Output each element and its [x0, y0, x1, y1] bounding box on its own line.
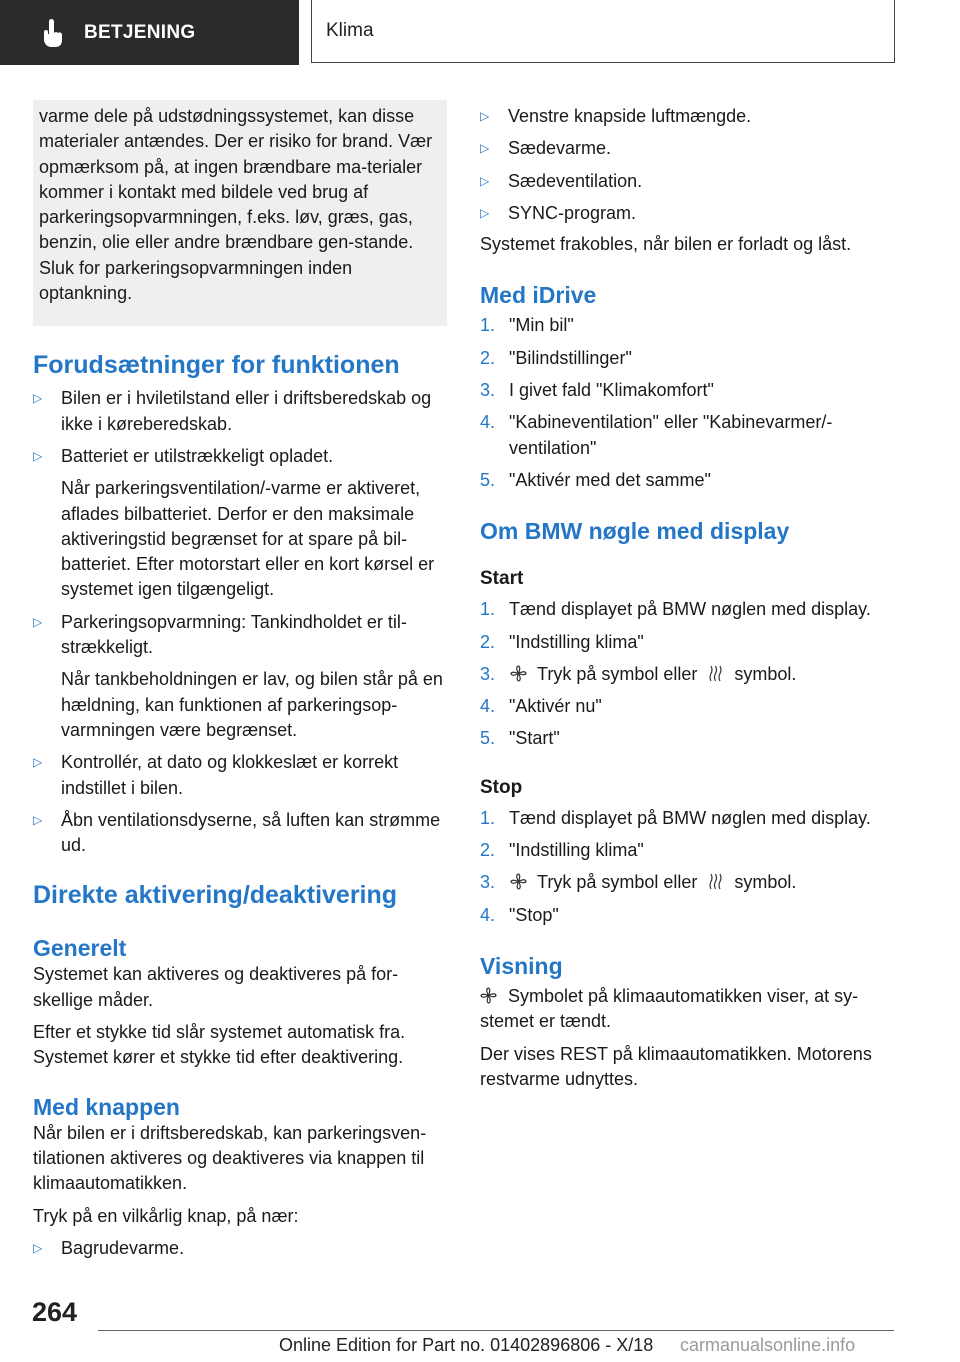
warning-box: [33, 100, 447, 326]
page-number: 264: [32, 1297, 78, 1327]
heading-visning: Visning: [480, 952, 563, 979]
knappen-paragraph-1: Når bilen er i driftsberedskab, kan parkeringsven-tilationen aktiveres og deaktiveres via knappen til klimaautomatikken.: [33, 1122, 427, 1194]
triangle-bullet-icon: ▷: [33, 812, 43, 827]
generelt-paragraph-2: Efter et stykke tid slår systemet automatisk fra. Systemet kører et stykke tid efter deaktivering.: [33, 1022, 406, 1068]
list-item: 3. I givet fald "Klimakomfort": [480, 380, 714, 401]
footer-edition: Online Edition for Part no. 01402896806 - X/18: [279, 1335, 654, 1355]
list-item: 1. Tænd displayet på BMW nøglen med display.: [480, 807, 871, 828]
list-item: ▷ Batteriet er utilstrækkeligt opladet. Når parkeringsventilation/-varme er aktiveret, aflades bilbatteriet. Derfor er den maksimale aktiveringstid begrænset for at spare på bil-batteriet. Efter motorstart eller en kort kørsel er systemet igen tilgængeligt.: [33, 444, 447, 603]
list-item: ▷ Sædevarme.: [480, 136, 900, 161]
triangle-bullet-icon: ▷: [33, 448, 43, 463]
list-item: ▷ Sædeventilation.: [480, 169, 900, 194]
ventilation-fan-icon: [480, 987, 497, 1004]
list-item: 5. "Start": [480, 728, 560, 749]
triangle-bullet-icon: ▷: [33, 614, 43, 629]
triangle-bullet-icon: ▷: [480, 173, 490, 188]
heading-stop: Stop: [480, 776, 523, 798]
list-item: ▷ Bagrudevarme.: [33, 1236, 447, 1261]
list-item: 3. Tryk på symbol eller symbol.: [480, 663, 797, 684]
visning-paragraph-1: Symbolet på klimaautomatikken viser, at sy-stemet er tændt.: [480, 985, 859, 1032]
list-item: 2. "Indstilling klima": [480, 631, 644, 652]
hand-pointer-icon: [40, 18, 66, 48]
triangle-bullet-icon: ▷: [33, 1240, 43, 1255]
heating-waves-icon: [707, 873, 724, 890]
heading-knappen: Med knappen: [33, 1093, 180, 1120]
ventilation-fan-icon: [510, 665, 527, 682]
list-item: ▷ Åbn ventilationsdyserne, så luften kan strømme ud.: [33, 808, 447, 859]
heading-bmw-key: Om BMW nøgle med display: [480, 518, 790, 545]
list-item: 4. "Kabineventilation" eller "Kabinevarmer/-ventilation": [480, 412, 833, 458]
list-item: 4. "Aktivér nu": [480, 696, 602, 717]
topic-title: Klima: [326, 20, 374, 41]
section-tab: [0, 0, 299, 65]
start-steps: [480, 597, 900, 751]
list-item: ▷ Kontrollér, at dato og klokkeslæt er korrekt indstillet i bilen.: [33, 750, 447, 801]
left-column: [33, 100, 447, 1261]
list-item: 2. "Indstilling klima": [480, 840, 644, 861]
list-item: ▷ Parkeringsopvarmning: Tankindholdet er til-strækkeligt. Når tankbeholdningen er lav, og bilen står på en hældning, kan funktionen af parkeringsop-varmningen være begrænset.: [33, 610, 447, 743]
footer-divider: [98, 1330, 894, 1331]
requirements-list: [33, 386, 447, 858]
heading-idrive: Med iDrive: [480, 282, 597, 309]
right-column: [480, 100, 900, 1092]
topic-header: [311, 0, 895, 63]
heading-direkte: Direkte aktivering/deaktivering: [33, 881, 398, 910]
stop-steps: [480, 806, 900, 928]
visning-paragraph-2: Der vises REST på klimaautomatikken. Motorens restvarme udnyttes.: [480, 1043, 872, 1089]
list-item: 4. "Stop": [480, 904, 559, 925]
list-item: 5. "Aktivér med det samme": [480, 469, 711, 490]
triangle-bullet-icon: ▷: [33, 391, 43, 406]
warning-text: varme dele på udstødningssystemet, kan disse materialer antændes. Der er risiko for brand. Vær opmærksom på, at ingen brændbare ma-terialer kommer i kontakt med bildele ved brug af parkeringsopvarmningen, f.eks. løv, græs, gas, benzin, olie eller andre brændbare gen-stande. Sluk for parkeringsopvarmningen inden optankning.: [39, 106, 433, 304]
heading-start: Start: [480, 568, 524, 590]
list-item: ▷ Bilen er i hviletilstand eller i driftsberedskab og ikke i køreberedskab.: [33, 386, 447, 437]
generelt-paragraph-1: Systemet kan aktiveres og deaktiveres på for-skellige måder.: [33, 964, 399, 1010]
ventilation-fan-icon: [510, 873, 527, 890]
knappen-paragraph-2: Tryk på en vilkårlig knap, på nær:: [33, 1205, 299, 1226]
heading-generelt: Generelt: [33, 935, 127, 962]
list-item: 1. "Min bil": [480, 315, 574, 336]
triangle-bullet-icon: ▷: [480, 109, 490, 123]
frakobles-paragraph: Systemet frakobles, når bilen er forladt og låst.: [480, 234, 852, 255]
list-item: ▷ SYNC-program.: [480, 201, 900, 226]
footer-watermark: carmanualsonline.info: [680, 1335, 856, 1355]
triangle-bullet-icon: ▷: [33, 755, 43, 770]
section-title: BETJENING: [84, 21, 196, 43]
idrive-steps: [480, 313, 900, 493]
heading-forudsaetninger: Forudsætninger for funktionen: [33, 351, 400, 380]
triangle-bullet-icon: ▷: [480, 205, 490, 220]
list-item: 1. Tænd displayet på BMW nøglen med display.: [480, 599, 871, 620]
list-item: ▷ Venstre knapside luftmængde.: [480, 104, 900, 129]
list-item: 2. "Bilindstillinger": [480, 347, 632, 368]
list-item: 3. Tryk på symbol eller symbol.: [480, 872, 797, 893]
triangle-bullet-icon: ▷: [480, 141, 490, 156]
heating-waves-icon: [707, 665, 724, 682]
